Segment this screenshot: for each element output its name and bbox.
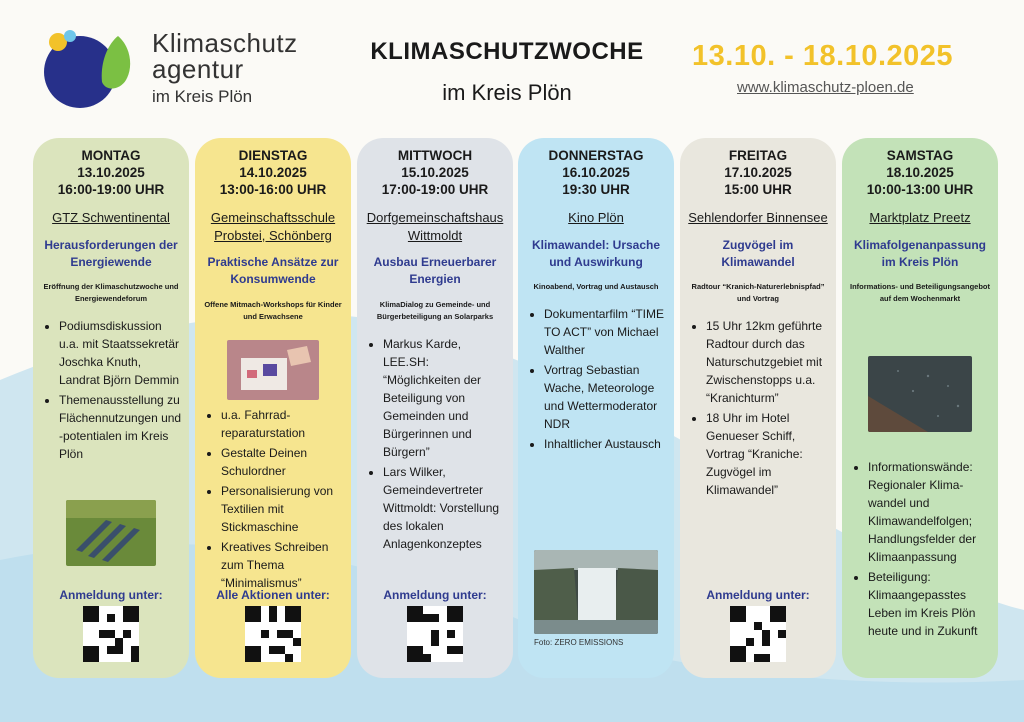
day-date: 18.10.2025: [886, 165, 954, 180]
list-item: • Lars Wilker, Gemeindevertreter Wittmoldt: Vorstellung des lokalen Anlagenkonzeptes: [383, 463, 507, 553]
venue-link[interactable]: Dorfgemeinschaftshaus Wittmoldt: [366, 210, 504, 243]
day-time: 19:30 UHR: [562, 182, 630, 197]
day-subtitle: Kinoabend, Vortrag und Austausch: [533, 282, 659, 292]
day-theme: Zugvögel im Klimawandel: [721, 237, 795, 269]
day-theme: Ausbau Erneuerbarer Energien: [373, 255, 497, 287]
day-theme: Klimafolgenanpassung im Kreis Plön: [853, 237, 987, 269]
day-date: 16.10.2025: [562, 165, 630, 180]
program-list: [195, 406, 351, 592]
venue-link[interactable]: Sehlendorfer Binnensee: [688, 210, 828, 225]
list-item: • Gestalte Deinen Schulordner: [221, 444, 345, 480]
day-theme: Herausforderungen der Energiewende: [44, 237, 178, 269]
logo-wordmark: [152, 30, 298, 105]
day-column-saturday: [842, 138, 998, 678]
day-theme: Klimawandel: Ursache und Auswirkung: [531, 237, 661, 269]
day-column-tuesday: [195, 138, 351, 678]
list-item: • Dokumentarfilm “TIME TO ACT” von Michael Walther: [544, 305, 668, 359]
venue-link[interactable]: Kino Plön: [568, 210, 624, 225]
qr-code[interactable]: [730, 606, 786, 662]
workshop-photo: [227, 340, 319, 400]
day-subtitle: Radtour “Kranich-Naturerlebnispfad” und Vortrag: [691, 282, 825, 304]
list-item: • 15 Uhr 12km geführte Radtour durch das Naturschutzgebiet mit Zwischenstopps u.a. “Kranichturm”: [706, 317, 830, 407]
header: [0, 0, 1024, 130]
logo-line1: Klimaschutz: [152, 28, 298, 58]
list-item: • Podiumsdiskussion u.a. mit Staatssekretär Joschka Knuth, Landrat Björn Demmin: [59, 317, 183, 389]
registration-label: Anmeldung unter:: [59, 588, 163, 602]
title-sub: im Kreis Plön: [442, 80, 572, 105]
day-name: SAMSTAG: [886, 148, 954, 163]
event-title: [352, 38, 662, 106]
list-item: • u.a. Fahrrad-reparaturstation: [221, 406, 345, 442]
list-item: • Vortrag Sebastian Wache, Meteorologe und Wettermoderator NDR: [544, 361, 668, 433]
day-date: 15.10.2025: [401, 165, 469, 180]
list-item: • Kreatives Schreiben zum Thema “Minimalismus”: [221, 538, 345, 592]
logo-line2: agentur: [152, 54, 244, 84]
website-link[interactable]: www.klimaschutz-ploen.de: [737, 79, 914, 96]
program-list: [39, 317, 183, 463]
list-item: • Beteiligung: Klimaangepasstes Leben im Kreis Plön heute und in Zukunft: [868, 568, 992, 640]
day-subtitle: KlimaDialog zu Gemeinde- und Bürgerbeteiligung an Solarparks: [376, 299, 494, 321]
day-theme: Praktische Ansätze zur Konsumwende: [207, 255, 339, 287]
list-item: • Inhaltlicher Austausch: [544, 435, 668, 453]
rain-pavement-photo: [868, 356, 972, 432]
day-column-thursday: [518, 138, 674, 678]
list-item: • Themenausstellung zu Flächennutzungen und -potentialen im Kreis Plön: [59, 391, 183, 463]
event-dates: 13.10. - 18.10.2025: [692, 40, 954, 72]
qr-code[interactable]: [407, 606, 463, 662]
day-time: 16:00-19:00 UHR: [57, 182, 165, 197]
day-time: 13:00-16:00 UHR: [219, 182, 327, 197]
day-name: DIENSTAG: [238, 148, 308, 163]
day-name: MONTAG: [81, 148, 141, 163]
waterfall-photo: [534, 550, 658, 634]
venue-link[interactable]: Gemeinschaftsschule Probstei, Schönberg: [210, 210, 336, 243]
day-time: 15:00 UHR: [724, 182, 792, 197]
day-date: 17.10.2025: [724, 165, 792, 180]
registration-label: Alle Aktionen unter:: [216, 588, 330, 602]
list-item: • Markus Karde, LEE.SH: “Möglichkeiten der Beteiligung von Gemeinden und Bürgerinnen und Bürgern”: [383, 335, 507, 461]
venue-link[interactable]: GTZ Schwentinental: [52, 210, 170, 225]
registration-label: Anmeldung unter:: [383, 588, 487, 602]
klimaschutzagentur-logo: [42, 24, 142, 114]
day-column-friday: [680, 138, 836, 678]
day-name: MITTWOCH: [397, 148, 473, 163]
list-item: • 18 Uhr im Hotel Genueser Schiff, Vortrag “Kraniche: Zugvögel im Klimawandel”: [706, 409, 830, 499]
photo-caption: Foto: ZERO EMISSIONS: [534, 638, 624, 647]
day-column-monday: [33, 138, 189, 678]
list-item: • Informationswände: Regionaler Klima-wandel und Klimawandelfolgen; Handlungsfelder der Klimaanpassung: [868, 458, 992, 566]
day-name: FREITAG: [728, 148, 788, 163]
day-name: DONNERSTAG: [548, 148, 644, 163]
day-date: 13.10.2025: [77, 165, 145, 180]
title-main: KLIMASCHUTZWOCHE: [370, 38, 644, 65]
program-list: [842, 458, 998, 640]
program-list: [363, 335, 507, 553]
day-column-wednesday: [357, 138, 513, 678]
qr-code[interactable]: [245, 606, 301, 662]
day-time: 10:00-13:00 UHR: [866, 182, 974, 197]
day-subtitle: Informations- und Beteiligungsangebot auf dem Wochenmarkt: [850, 282, 990, 304]
solar-park-photo: [66, 500, 156, 566]
logo-line3: im Kreis Plön: [152, 87, 253, 106]
registration-label: Anmeldung unter:: [706, 588, 810, 602]
venue-link[interactable]: Marktplatz Preetz: [869, 210, 971, 225]
day-date: 14.10.2025: [239, 165, 307, 180]
program-list: [686, 317, 830, 499]
day-time: 17:00-19:00 UHR: [381, 182, 489, 197]
qr-code[interactable]: [83, 606, 139, 662]
list-item: • Personalisierung von Textilien mit Stickmaschine: [221, 482, 345, 536]
program-list: [524, 305, 668, 453]
day-subtitle: Offene Mitmach-Workshops für Kinder und Erwachsene: [204, 299, 342, 321]
day-subtitle: Eröffnung der Klimaschutzwoche und Energiewendeforum: [43, 282, 179, 304]
